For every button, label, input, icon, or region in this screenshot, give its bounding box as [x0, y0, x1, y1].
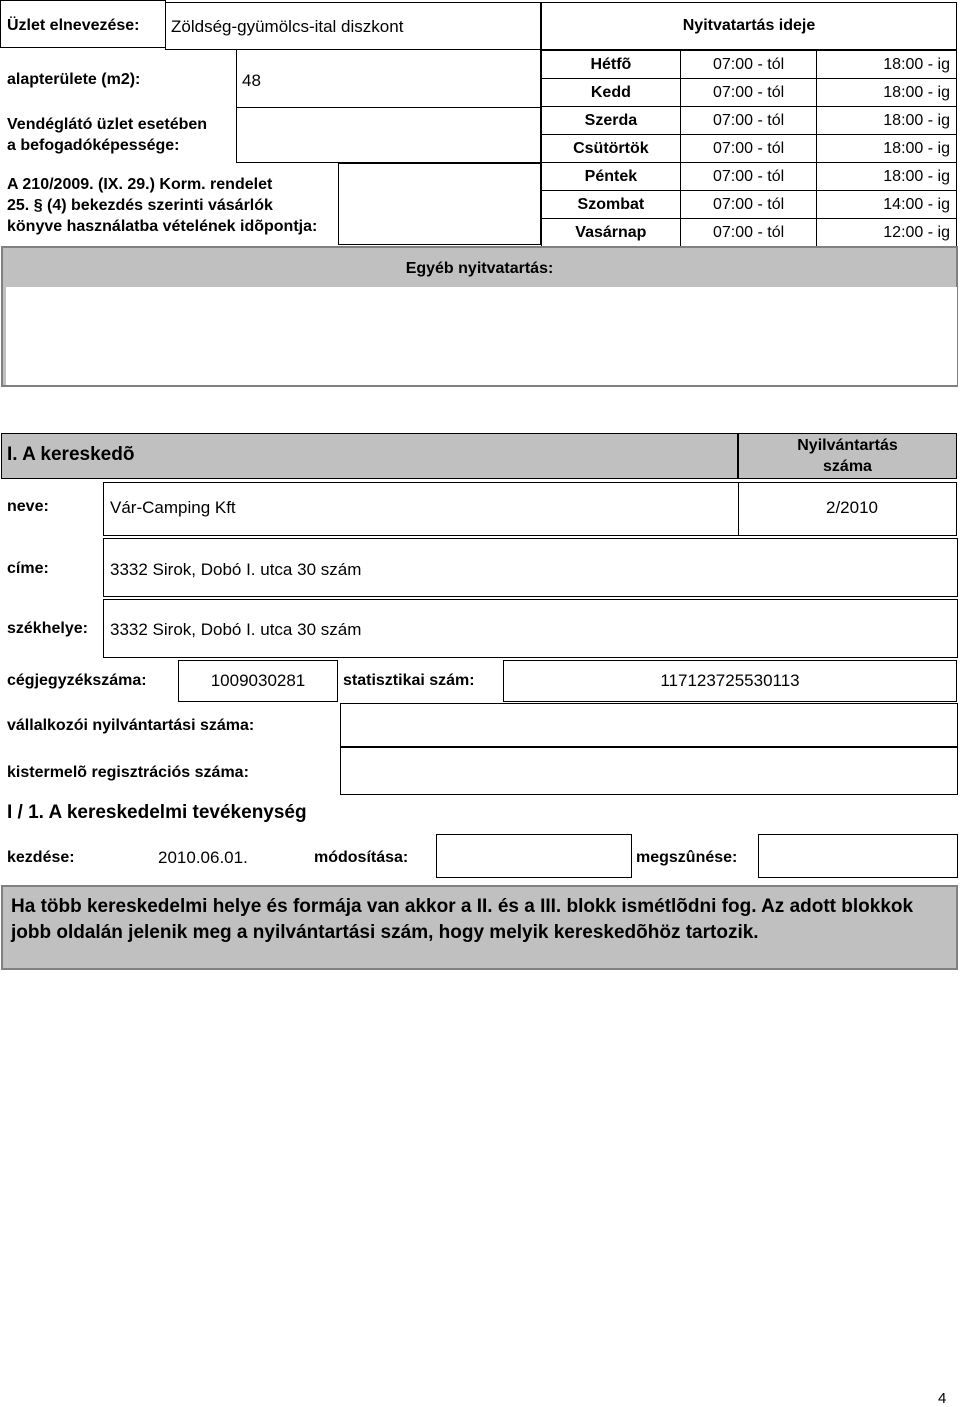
registry-number-title-line1: Nyilvántartás — [797, 437, 898, 454]
hours-row — [542, 135, 957, 163]
activity-modified-cell — [436, 834, 632, 878]
activity-start-value: 2010.06.01. — [158, 848, 248, 867]
activity-end-cell — [758, 834, 958, 878]
hours-row — [542, 163, 957, 191]
merchant-name-label: neve: — [7, 498, 49, 515]
repeat-blocks-note-text: Ha több kereskedelmi helye és formája van akkor a II. és a III. blokk ismétlõdni fog. Az adott blokkok jobb oldalán jelenik meg a nyilvántartási szám, hogy melyik kereskedõhöz tartozik. — [11, 896, 914, 943]
area-label: alapterülete (m2): — [7, 71, 141, 88]
repeat-blocks-note — [1, 885, 958, 970]
page-number: 4 — [938, 1390, 947, 1407]
hours-close: 12:00 - ig — [817, 219, 957, 247]
hours-open: 07:00 - tól — [680, 107, 817, 135]
hours-day: Hétfõ — [542, 51, 681, 79]
producer-reg-cell — [340, 747, 958, 795]
regulation-value-cell — [338, 163, 541, 245]
hours-row — [542, 107, 957, 135]
shop-name-value: Zöldség-gyümölcs-ital diszkont — [171, 17, 404, 36]
regulation-label-line3: könyve használatba vételének idõpontja: — [7, 218, 318, 235]
registry-number-title-line2: száma — [823, 458, 872, 475]
hours-open: 07:00 - tól — [680, 163, 817, 191]
hours-close: 18:00 - ig — [817, 79, 957, 107]
merchant-seat-label: székhelye: — [7, 620, 88, 637]
hours-close: 14:00 - ig — [817, 191, 957, 219]
shop-name-label: Üzlet elnevezése: — [7, 17, 140, 34]
hours-day: Szerda — [542, 107, 681, 135]
regulation-label-line2: 25. § (4) bekezdés szerinti vásárlók — [7, 197, 273, 214]
hours-row — [542, 79, 957, 107]
area-value: 48 — [242, 71, 261, 90]
entrepreneur-reg-label: vállalkozói nyilvántartási száma: — [7, 717, 255, 734]
hours-day: Vasárnap — [542, 219, 681, 247]
merchant-section-title: I. A kereskedõ — [7, 444, 135, 465]
hours-close: 18:00 - ig — [817, 107, 957, 135]
area-value-cell — [236, 50, 541, 108]
hours-day: Szombat — [542, 191, 681, 219]
opening-hours-table — [541, 50, 957, 247]
merchant-address-value: 3332 Sirok, Dobó I. utca 30 szám — [110, 560, 362, 579]
registry-number-value: 2/2010 — [826, 498, 878, 517]
opening-hours-title: Nyitvatartás ideje — [682, 17, 816, 34]
activity-section-title: I / 1. A kereskedelmi tevékenység — [7, 802, 307, 823]
activity-start-label: kezdése: — [7, 849, 75, 866]
regulation-label-line1: A 210/2009. (IX. 29.) Korm. rendelet — [7, 176, 273, 193]
hours-open: 07:00 - tól — [680, 219, 817, 247]
capacity-label-line2: a befogadóképessége: — [7, 137, 180, 154]
hours-day: Csütörtök — [542, 135, 681, 163]
stat-number-value: 117123725530113 — [660, 671, 800, 690]
hours-open: 07:00 - tól — [680, 135, 817, 163]
merchant-address-label: címe: — [7, 560, 49, 577]
activity-end-label: megszûnése: — [636, 849, 738, 866]
company-reg-value: 1009030281 — [210, 671, 306, 690]
other-hours-label: Egyéb nyitvatartás: — [405, 260, 554, 277]
activity-modified-label: módosítása: — [314, 849, 409, 866]
other-hours-inner — [6, 287, 957, 385]
hours-open: 07:00 - tól — [680, 79, 817, 107]
capacity-label-line1: Vendéglátó üzlet esetében — [7, 116, 208, 133]
hours-close: 18:00 - ig — [817, 163, 957, 191]
hours-row — [542, 219, 957, 247]
hours-day: Péntek — [542, 163, 681, 191]
hours-row — [542, 191, 957, 219]
producer-reg-label: kistermelõ regisztrációs száma: — [7, 764, 249, 781]
merchant-seat-value: 3332 Sirok, Dobó I. utca 30 szám — [110, 620, 362, 639]
hours-open: 07:00 - tól — [680, 191, 817, 219]
merchant-name-value: Vár-Camping Kft — [110, 498, 236, 517]
hours-close: 18:00 - ig — [817, 51, 957, 79]
stat-number-label: statisztikai szám: — [343, 672, 475, 689]
company-reg-label: cégjegyzékszáma: — [7, 672, 147, 689]
entrepreneur-reg-cell — [340, 703, 958, 747]
hours-day: Kedd — [542, 79, 681, 107]
capacity-value-cell — [236, 107, 541, 163]
hours-row — [542, 51, 957, 79]
hours-close: 18:00 - ig — [817, 135, 957, 163]
hours-open: 07:00 - tól — [680, 51, 817, 79]
